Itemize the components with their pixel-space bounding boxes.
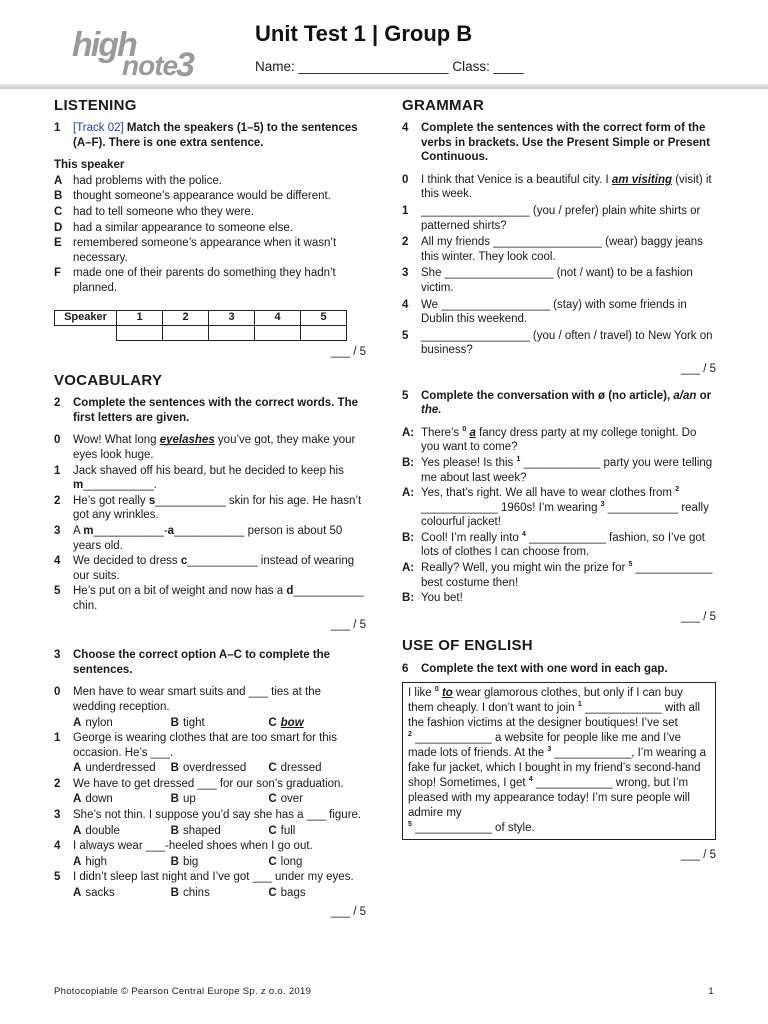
task-2-instruction (54, 396, 366, 425)
speaker: A: (402, 562, 415, 575)
speaker: B: (402, 592, 415, 605)
item-number: 2 (54, 494, 61, 507)
item-text: had problems with the police. (73, 174, 222, 187)
listening-heading: LISTENING (54, 97, 137, 114)
option-b[interactable]: B shaped (170, 824, 221, 837)
item-text: made one of their parents do something they hadn’t planned. (73, 267, 336, 294)
mc-question (54, 731, 366, 760)
item-text: All my friends _________________ (wear) baggy jeans this winter. They look cool. (421, 236, 703, 263)
answer-cell[interactable] (163, 325, 209, 340)
item-text: George is wearing clothes that are too smart for this occasion. He’s ___. (73, 732, 337, 759)
score-grammar: ___ / 5 (680, 362, 716, 375)
item-text: He’s put on a bit of weight and now has a d___________ chin. (73, 585, 364, 612)
page-number: 1 (708, 986, 714, 997)
item-text: _________________ (you / prefer) plain white shirts or patterned shirts? (421, 205, 701, 232)
item-number: 1 (54, 464, 61, 477)
item-text: _________________ (you / often / travel) to New York on business? (421, 329, 713, 357)
option-c[interactable]: C bags (268, 887, 306, 900)
item-number: 1 (402, 205, 409, 218)
table-header-cell: 4 (255, 310, 301, 325)
vocabulary-item (54, 524, 366, 553)
item-number: 5 (54, 871, 61, 884)
item-number: 5 (402, 329, 409, 342)
mc-options (54, 886, 366, 901)
task-text: Complete the sentences with the correct form of the verbs in brackets. Use the Present Simple or Present Continuous. (421, 122, 710, 164)
high-note-logo (72, 24, 212, 84)
table-header-cell: 2 (163, 310, 209, 325)
gap-4[interactable]: ____________ (535, 776, 613, 789)
grammar-item (402, 329, 716, 358)
task-number: 3 (54, 649, 61, 662)
grammar-heading: GRAMMAR (402, 97, 485, 114)
item-text: remembered someone’s appearance when it wasn’t necessary. (73, 237, 337, 264)
task-text: Complete the text with one word in each gap. (421, 662, 668, 675)
item-number: 4 (54, 555, 61, 568)
option-a[interactable]: A nylon (73, 716, 113, 729)
first-letter: m (73, 479, 84, 492)
mc-question (54, 839, 366, 854)
dialogue-line (402, 486, 716, 530)
item-number: 3 (54, 809, 61, 822)
gap-fill-text-box: I like $^0$ to wear glamorous clothes, but only if I can buy them cheaply. I don’t want to join $^1$ ____________ with all the fashion victims at the designer boutiques! I’ve set $^2$ ____________ a website for people like me and I’ve made lots of friends. At the $^3$ ____________, I’m wearing a fake fur jacket, which I bought in my friend’s second-hand shop! Sometimes, I get $^4$ ____________ wrong, but I’m pleased with my appearance today! I’m sure people will admire my $^5$ ____________ of style. (402, 682, 716, 840)
vocabulary-item (54, 494, 366, 523)
task-text: Complete the sentences with the correct words. The first letters are given. (73, 397, 359, 424)
item-text: had a similar appearance to someone else. (73, 221, 293, 234)
listening-option (54, 174, 366, 189)
dialogue-text: You bet! (421, 592, 463, 605)
example-answer: am visiting (611, 173, 672, 186)
item-text: We have to get dressed ___ for our son’s graduation. (73, 777, 344, 790)
task-number: 2 (54, 397, 61, 410)
listening-section (54, 96, 366, 359)
mc-question (54, 870, 366, 885)
item-text: thought someone’s appearance would be different. (73, 190, 331, 203)
item-text: She _________________ (not / want) to be a fashion victim. (421, 267, 693, 294)
task-1-instruction (54, 121, 366, 150)
page-footer (54, 986, 714, 998)
answer-cell[interactable] (117, 325, 163, 340)
item-number: F (54, 267, 62, 280)
score-vocabulary: ___ / 5 (330, 618, 366, 631)
grammar-item (402, 235, 716, 264)
item-number: E (54, 237, 62, 250)
name-class-line: Name: ____________________ Class: ____ (255, 59, 524, 74)
item-number: 1 (54, 732, 61, 745)
logo-word-note: note (122, 50, 178, 81)
item-text: Men have to wear smart suits and ___ ties at the wedding reception. (73, 686, 322, 713)
option-a[interactable]: A underdressed (73, 762, 156, 775)
task-3-instruction (54, 648, 366, 677)
vocabulary-item (54, 433, 366, 462)
listening-option (54, 189, 366, 204)
mc-options (54, 716, 366, 731)
mc-options (54, 792, 366, 807)
dialogue-line (402, 456, 716, 485)
grammar-item (402, 266, 716, 295)
dialogue-line (402, 426, 716, 455)
item-number: A (54, 174, 63, 187)
item-text: She’s not thin. I suppose you’d say she has a ___ figure. (73, 809, 362, 822)
grammar-section (402, 96, 716, 624)
mc-question (54, 685, 366, 714)
item-text: A m___________-a___________ person is about 50 years old. (73, 524, 343, 552)
answer-blank[interactable]: ____________ (523, 456, 601, 469)
dialogue-line (402, 561, 716, 590)
logo-word-high: high (72, 26, 136, 64)
dialogue-line (402, 591, 716, 606)
page-title: Unit Test 1 | Group B (255, 21, 473, 46)
table-header-cell: 1 (117, 310, 163, 325)
option-b[interactable]: B chins (170, 887, 210, 900)
item-text: Wow! What long eyelashes you’ve got, they make your eyes look huge. (73, 434, 356, 461)
listening-option (54, 236, 366, 265)
answer-blank[interactable]: ___________ (187, 555, 258, 568)
listening-option (54, 266, 366, 295)
track-label: [Track 02] (73, 122, 124, 135)
logo-level: 3 (176, 46, 195, 84)
empty-cell (55, 325, 117, 340)
item-text: Jack shaved off his beard, but he decided to keep his m___________. (73, 464, 344, 492)
table-header-cell: 3 (209, 310, 255, 325)
grammar-item (402, 204, 716, 233)
gap-3[interactable]: ____________ (554, 746, 632, 759)
item-number: 2 (54, 777, 61, 790)
item-number: 0 (54, 686, 61, 699)
task-number: 6 (402, 662, 409, 675)
answer-blank[interactable]: ___________ (155, 494, 226, 507)
answer-cell[interactable] (209, 325, 255, 340)
score-multiple-choice: ___ / 5 (330, 905, 366, 918)
option-a[interactable]: A down (73, 793, 113, 806)
first-letter: c (180, 555, 188, 568)
copyright-notice: Photocopiable © Pearson Central Europe Sp. z o.o. 2019 (54, 986, 312, 997)
option-b[interactable]: B tight (170, 716, 205, 729)
item-text: I didn’t sleep last night and I’ve got ___ under my eyes. (73, 871, 354, 884)
example-answer: a (469, 426, 476, 439)
first-letter: m (83, 524, 94, 537)
item-text: I always wear ___-heeled shoes when I go out. (73, 840, 313, 853)
option-c[interactable]: C dressed (268, 762, 322, 775)
dialogue-text: Yes, that’s right. We all have to wear clothes from $^2$ ____________ 1960s! I’m wearing $^3$ ___________ really colourful jacket! (421, 486, 709, 529)
grammar-item (402, 298, 716, 327)
item-number: 0 (54, 434, 61, 447)
gap-5[interactable]: ____________ (415, 821, 492, 834)
example-answer: eyelashes (159, 434, 215, 447)
mc-options (54, 855, 366, 870)
item-text: We decided to dress c___________ instead of wearing our suits. (73, 555, 355, 582)
answer-blank[interactable]: ___________ (174, 524, 245, 537)
vocabulary-items (54, 433, 366, 613)
page-header (0, 0, 768, 92)
item-number: 3 (54, 524, 61, 537)
option-c[interactable]: C long (268, 855, 303, 868)
multiple-choice-items (54, 685, 366, 900)
vocabulary-heading: VOCABULARY (54, 372, 163, 390)
item-number: 3 (402, 267, 409, 280)
first-letter: d (286, 585, 294, 598)
gap-2[interactable]: ____________ (415, 731, 492, 744)
option-b[interactable]: B up (170, 793, 196, 806)
mc-options (54, 761, 366, 776)
mc-options (54, 824, 366, 839)
option-c[interactable]: C bow (268, 716, 304, 729)
speaker: A: (402, 426, 415, 439)
use-of-english-heading: USE OF ENGLISH (402, 637, 533, 655)
answer-cell[interactable] (255, 325, 301, 340)
speaker-answer-table (54, 310, 347, 341)
speaker: A: (402, 487, 415, 500)
vocabulary-item (54, 554, 366, 583)
item-number: 4 (402, 298, 409, 311)
vocabulary-item (54, 584, 366, 613)
task-4-instruction (402, 121, 716, 165)
option-b[interactable]: B overdressed (170, 762, 247, 775)
item-number: 2 (402, 236, 409, 249)
task-6-instruction (402, 662, 716, 677)
score-listening: ___ / 5 (330, 345, 366, 358)
score-use-of-english: ___ / 5 (680, 849, 716, 862)
answer-blank[interactable]: ___________ (293, 585, 364, 598)
answer-blank[interactable]: ___________ (83, 479, 154, 492)
item-number: B (54, 190, 63, 203)
listening-option (54, 221, 366, 236)
listening-options (54, 174, 366, 296)
grammar-items (402, 204, 716, 358)
dialogue-text: Yes please! Is this $^1$ ____________ party you were telling me about last week? (421, 456, 713, 484)
task-number: 4 (402, 122, 409, 135)
option-b[interactable]: B big (170, 855, 199, 868)
option-a[interactable]: A double (73, 824, 120, 837)
mc-question (54, 777, 366, 792)
conversation (402, 426, 716, 606)
table-label: Speaker (55, 310, 117, 325)
dialogue-text: Cool! I’m really into $^4$ ____________ fashion, so I’ve got lots of clothes I can choose from. (421, 531, 705, 559)
dialogue-line (402, 531, 716, 560)
item-number: D (54, 221, 63, 234)
answer-blank[interactable]: ____________ (421, 501, 498, 514)
item-text: He’s got really s___________ skin for his age. He hasn’t got any wrinkles. (73, 494, 362, 522)
example-answer: to (441, 687, 453, 700)
item-text: had to tell someone who they were. (73, 206, 254, 219)
listening-option (54, 205, 366, 220)
answer-blank[interactable]: ___________ (607, 501, 679, 514)
answer-blank[interactable]: ____________ (529, 531, 606, 544)
vocabulary-section (54, 371, 366, 919)
question-stem: This speaker (54, 159, 125, 172)
table-header-cell: 5 (301, 310, 347, 325)
first-letter: a (167, 524, 175, 537)
first-letter: s (148, 494, 156, 507)
answer-blank[interactable]: ___________ (93, 524, 164, 537)
speaker: B: (402, 456, 415, 469)
task-text: Choose the correct option A–C to complete the sentences. (73, 649, 331, 676)
score-conversation: ___ / 5 (680, 610, 716, 623)
task-5-instruction: 5 Complete the conversation with ø (no article), a/an or the. (402, 389, 712, 417)
grammar-example: 0 I think that Venice is a beautiful city. I am visiting (visit) it this week. (402, 173, 712, 201)
item-number: 4 (54, 840, 61, 853)
header-divider (0, 84, 768, 89)
answer-blank[interactable]: ____________ (635, 562, 713, 575)
mc-question (54, 808, 366, 823)
dialogue-text: There’s $^0$ a fancy dress party at my college tonight. Do you want to come? (421, 425, 697, 454)
use-of-english-section (402, 636, 716, 863)
option-c[interactable]: C full (268, 824, 296, 837)
option-a[interactable]: A sacks (73, 887, 115, 900)
gap-1[interactable]: ____________ (584, 702, 662, 715)
left-column (54, 96, 366, 919)
item-number: 5 (54, 585, 61, 598)
option-a[interactable]: A high (73, 855, 108, 868)
option-c[interactable]: C over (268, 793, 304, 806)
speaker: B: (402, 531, 415, 544)
task-text: Match the speakers (1–5) to the sentences (A–F). There is one extra sentence. (73, 122, 358, 149)
vocabulary-item (54, 464, 366, 493)
answer-cell[interactable] (301, 325, 347, 340)
dialogue-text: Really? Well, you might win the prize for $^5$ ____________ best costume then! (421, 561, 713, 589)
right-column (402, 96, 716, 863)
item-text: We _________________ (stay) with some friends in Dublin this weekend. (421, 298, 687, 326)
task-number: 1 (54, 122, 61, 135)
task-number: 5 (402, 389, 409, 402)
item-number: C (54, 206, 63, 219)
